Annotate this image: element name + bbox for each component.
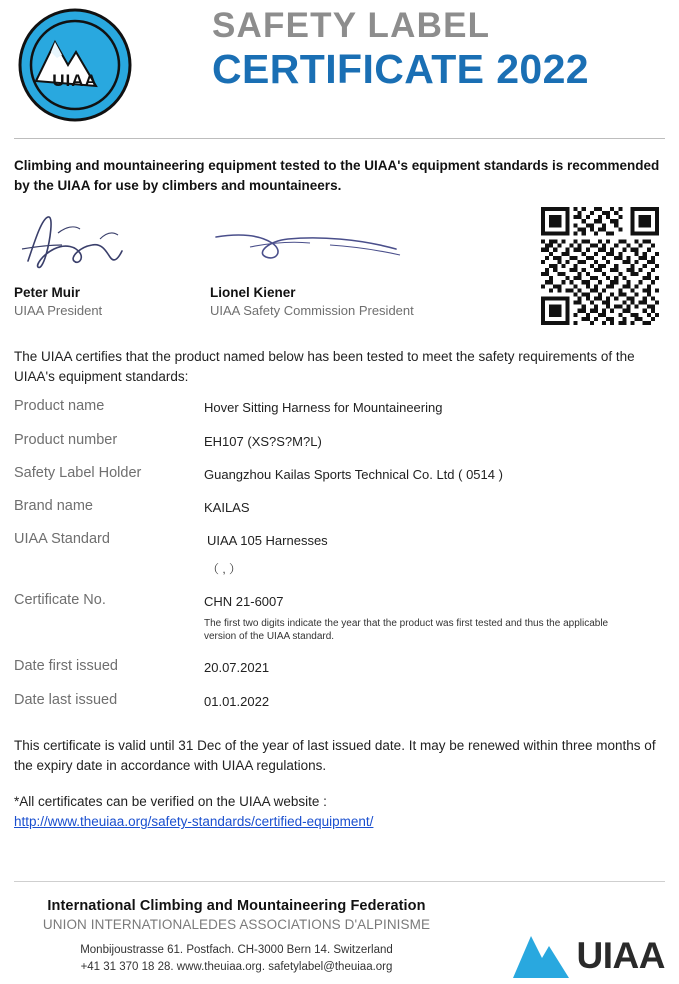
field-label: Brand name: [14, 498, 93, 514]
field-value: 20.07.2021: [204, 660, 270, 676]
field-brand-name: [14, 498, 665, 516]
field-value: CHN 21-6007: [204, 593, 284, 609]
footer-address: [14, 942, 459, 975]
field-safety-label-holder: [14, 465, 665, 483]
verification-link[interactable]: http://www.theuiaa.org/safety-standards/certified-equipment/: [14, 814, 374, 830]
uiaa-logo: [14, 4, 136, 122]
footer-text-block: [14, 898, 465, 975]
signature-name: Peter Muir: [14, 285, 81, 301]
footer-mountain-icon: [511, 926, 571, 984]
footer-uiaa-logo: [465, 898, 665, 984]
qr-code: [541, 207, 659, 330]
certifies-paragraph: The UIAA certifies that the product named below has been tested to meet the safety requirements of the UIAA's equipment standards:: [14, 349, 635, 384]
field-label: Product number: [14, 431, 118, 448]
signature-block-safety-commission: [210, 203, 510, 333]
header-titles: [136, 4, 665, 93]
signature-role: UIAA President: [14, 303, 103, 319]
field-value: Hover Sitting Harness for Mountaineering: [204, 400, 443, 416]
product-fields: [14, 398, 665, 710]
lionel-kiener-signature-icon: [210, 203, 510, 281]
footer-address-line2: +41 31 370 18 28. www.theuiaa.org. safetylabel@theuiaa.org: [80, 960, 393, 973]
verification-block: [14, 792, 665, 833]
field-date-last-issued: [14, 692, 665, 710]
field-value: EH107 (XS?S?M?L): [204, 433, 322, 449]
svg-text:UIAA: UIAA: [52, 71, 98, 90]
field-label: Certificate No.: [14, 591, 106, 608]
field-uiaa-standard: [14, 531, 665, 576]
uiaa-logo-icon: [18, 8, 132, 122]
signature-name: Lionel Kiener: [210, 285, 296, 301]
signature-block-president: [14, 203, 210, 333]
qr-code-icon: [541, 207, 659, 325]
field-label: Safety Label Holder: [14, 464, 142, 481]
field-label: Date first issued: [14, 658, 118, 675]
field-date-first-issued: [14, 658, 665, 676]
title-certificate-year: CERTIFICATE 2022: [212, 45, 590, 92]
footer-org-subtitle: UNION INTERNATIONALEDES ASSOCIATIONS D'ALPINISME: [42, 917, 431, 932]
recommendation-statement: Climbing and mountaineering equipment tested to the UIAA's equipment standards is recommended by the UIAA for use by climbers and mountaineers.: [14, 158, 660, 193]
title-safety-label: SAFETY LABEL: [212, 6, 491, 45]
peter-muir-signature-icon: [14, 203, 210, 281]
verification-text: *All certificates can be verified on the UIAA website :: [14, 793, 327, 809]
field-value: 01.01.2022: [204, 693, 270, 709]
field-product-name: [14, 398, 665, 416]
certificate-no-footnote: The first two digits indicate the year that the product was first tested and thus the applicable version of the UIAA standard.: [204, 617, 609, 642]
header-divider: [14, 138, 665, 139]
footer-org-title: International Climbing and Mountaineering Federation: [47, 898, 426, 914]
certificate-header: [14, 0, 665, 128]
footer-divider: [14, 881, 665, 882]
footer-logo-text: UIAA: [576, 934, 665, 976]
field-certificate-no: [14, 592, 665, 644]
signature-role: UIAA Safety Commission President: [210, 303, 414, 319]
field-label: Date last issued: [14, 691, 118, 708]
field-value: Guangzhou Kailas Sports Technical Co. Ltd ( 0514 ): [204, 466, 503, 482]
signature-row: [14, 203, 665, 333]
field-value: UIAA 105 Harnesses: [207, 533, 328, 549]
field-value: KAILAS: [204, 500, 250, 515]
validity-paragraph: This certificate is valid until 31 Dec of the year of last issued date. It may be renewed within three months of the expiry date in accordance with UIAA regulations.: [14, 737, 656, 773]
certificate-footer: [14, 873, 665, 984]
field-label: UIAA Standard: [14, 531, 110, 548]
field-label: Product name: [14, 398, 105, 415]
field-standard-note: （ , ）: [207, 561, 242, 576]
field-product-number: [14, 432, 665, 450]
footer-address-line1: Monbijoustrasse 61. Postfach. CH-3000 Bern 14. Switzerland: [80, 944, 393, 956]
